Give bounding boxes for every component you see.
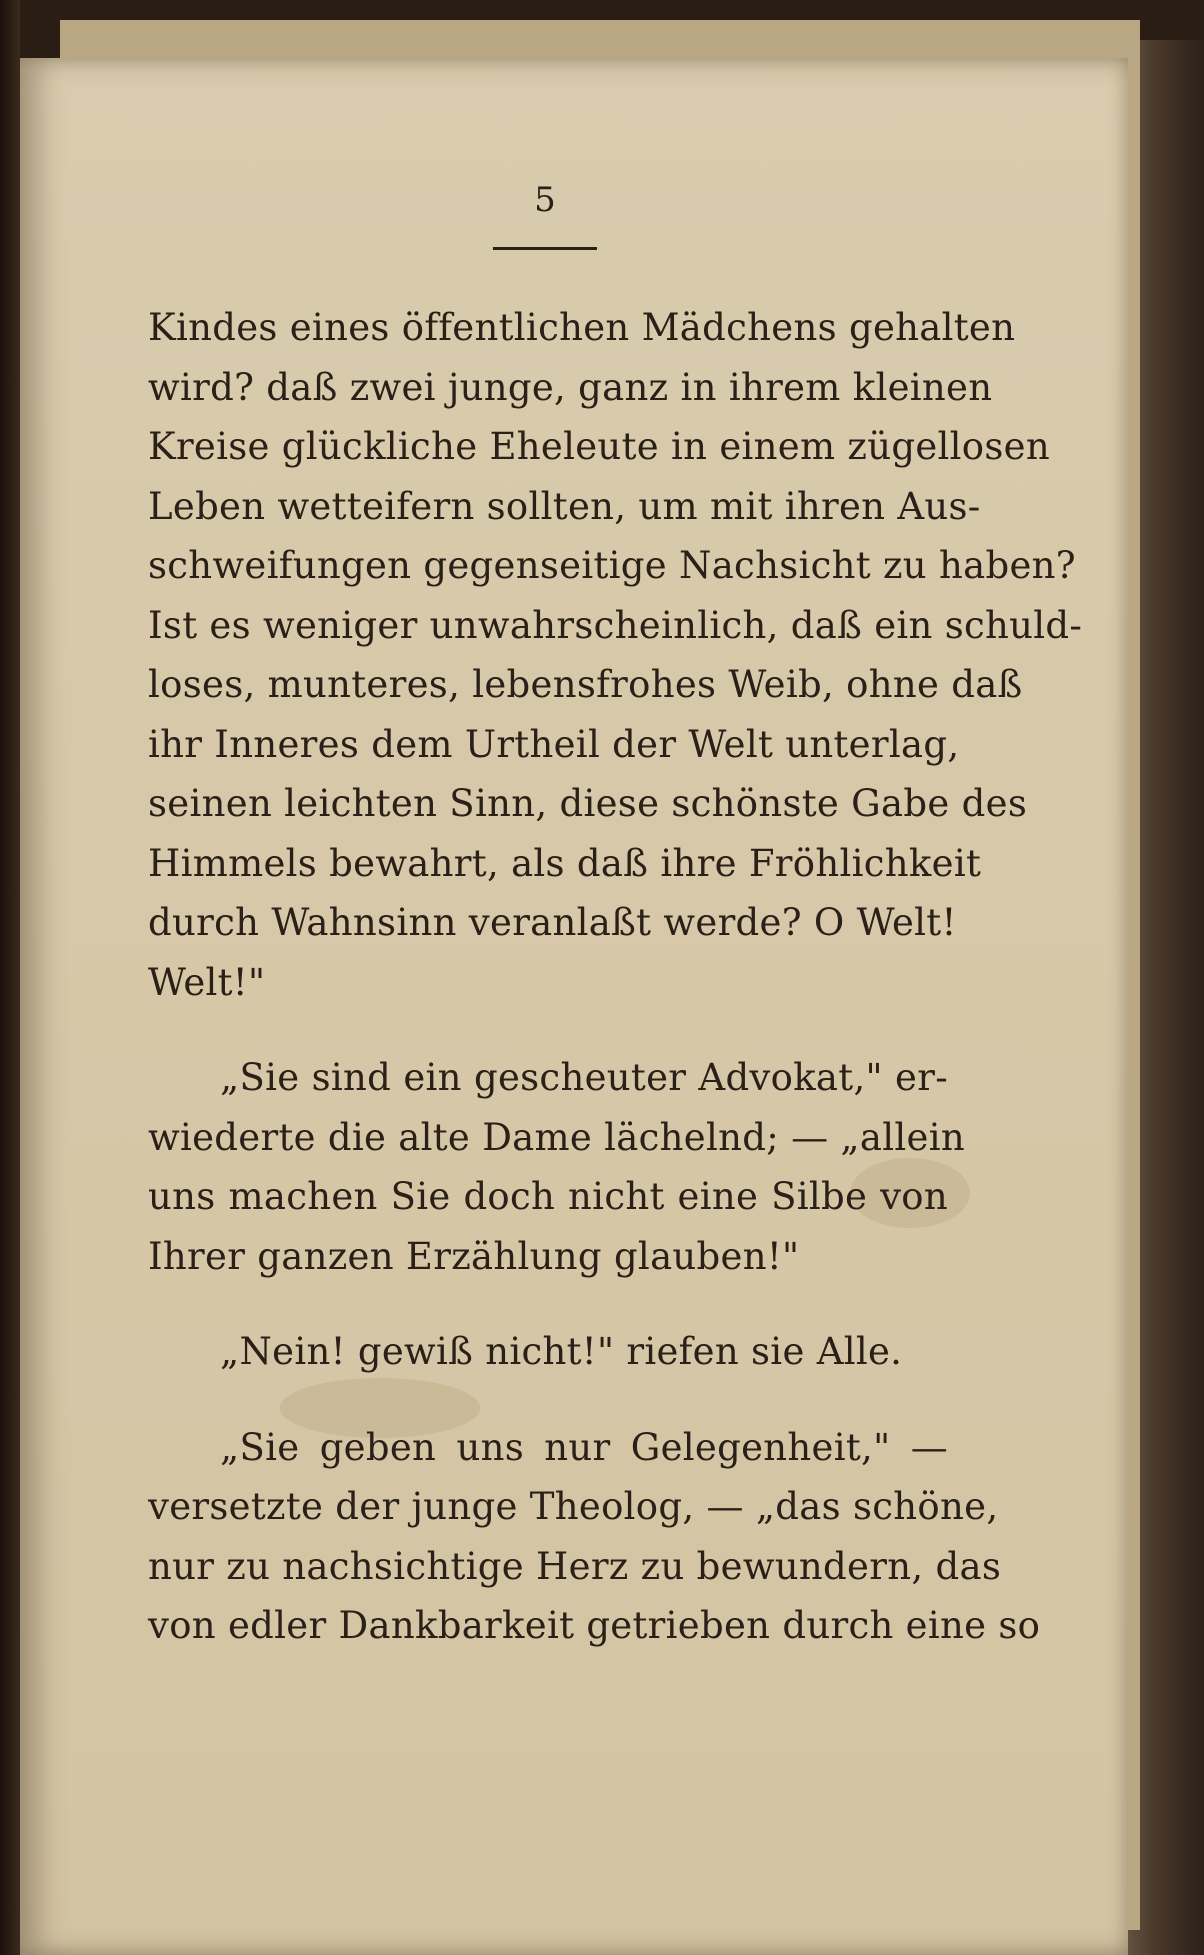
text-line: „Sie sind ein gescheuter Advokat," er- <box>220 1056 948 1099</box>
text-line: schweifungen gegenseitige Nachsicht zu haben? <box>148 544 1076 587</box>
text-line: nur zu nachsichtige Herz zu bewundern, das <box>148 1544 1002 1588</box>
text-line: durch Wahnsinn veranlaßt werde? O Welt! <box>148 901 957 944</box>
text-line: Ihrer ganzen Erzählung glauben!" <box>148 1234 800 1278</box>
text-line: „Nein! gewiß nicht!" riefen sie Alle. <box>220 1330 903 1373</box>
paragraph-gap <box>148 1012 948 1048</box>
paragraph-gap <box>148 1286 948 1322</box>
text-line: loses, munteres, lebensfrohes Weib, ohne daß <box>148 663 1023 706</box>
text-line: Welt!" <box>148 960 266 1004</box>
text-line: seinen leichten Sinn, diese schönste Gabe des <box>148 782 1028 825</box>
text-line: Kreise glückliche Eheleute in einem zügellosen <box>148 425 1050 468</box>
text-line: ihr Inneres dem Urtheil der Welt unterlag, <box>148 722 960 766</box>
text-line: Leben wetteifern sollten, um mit ihren Aus- <box>148 484 981 528</box>
text-line: wiederte die alte Dame lächelnd; — „allein <box>148 1115 965 1159</box>
header-rule <box>493 247 597 250</box>
paragraph <box>148 1418 1041 1656</box>
page-number: 5 <box>534 180 556 220</box>
text-line: „Sie geben uns nur Gelegenheit," — <box>220 1425 948 1469</box>
text-line: von edler Dankbarkeit getrieben durch eine so <box>148 1604 1041 1647</box>
page-body <box>148 298 1083 1656</box>
text-line: wird? daß zwei junge, ganz in ihrem kleinen <box>148 365 993 409</box>
text-line: versetzte der junge Theolog, — „das schöne, <box>148 1485 999 1528</box>
book-spine <box>0 0 20 1955</box>
paragraph <box>148 1322 948 1382</box>
text-line: Ist es weniger unwahrscheinlich, daß ein schuld- <box>148 603 1083 647</box>
text-line: Himmels bewahrt, als daß ihre Fröhlichkeit <box>148 841 982 885</box>
paragraph-gap <box>148 1382 948 1418</box>
paragraph <box>148 1048 965 1286</box>
text-line: uns machen Sie doch nicht eine Silbe von <box>148 1175 948 1218</box>
paragraph <box>148 298 1083 1012</box>
text-line: Kindes eines öffentlichen Mädchens gehalten <box>148 306 1016 349</box>
